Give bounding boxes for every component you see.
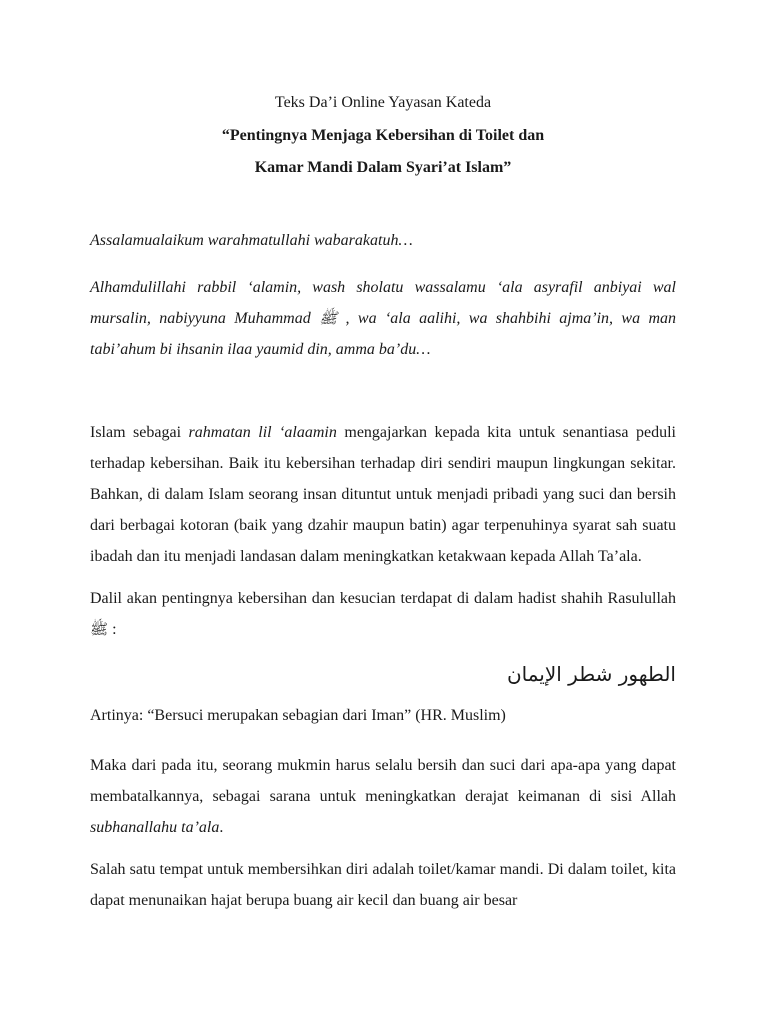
salah-paragraph: Salah satu tempat untuk membersihkan diri adalah toilet/kamar mandi. Di dalam toilet, kita dapat menunaikan hajat berupa buang air kecil dan buang air besar bbox=[90, 861, 676, 909]
greeting-text: Assalamualaikum warahmatullahi wabarakatuh… bbox=[90, 232, 413, 249]
hadith-arabic-text: الطهور شطر الإيمان bbox=[506, 662, 676, 686]
saw-honorific-glyph: ﷺ bbox=[319, 309, 338, 327]
document-page bbox=[90, 0, 676, 916]
opening-paragraph bbox=[90, 272, 676, 365]
opening-text-part2: , wa ‘ala aalihi, wa shahbihi ajma’in, wa man tabi’ahum bi ihsanin ilaa yaumid din, amma ba’du… bbox=[90, 310, 676, 358]
islam-text-before: Islam sebagai bbox=[90, 424, 189, 441]
maka-paragraph bbox=[90, 750, 676, 843]
dalil-text-after: : bbox=[108, 621, 117, 638]
greeting-paragraph bbox=[90, 225, 676, 256]
dalil-paragraph bbox=[90, 583, 676, 645]
islam-text-after: mengajarkan kepada kita untuk senantiasa peduli terhadap kebersihan. Baik itu kebersihan terhadap diri sendiri maupun lingkungan sekitar. Bahkan, di dalam Islam seorang insan dituntut untuk menjadi pribadi yang suci dan bersih dari berbagai kotoran (baik yang dzahir maupun batin) agar terpenuhinya syarat sah suatu ibadah dan itu menjadi landasan dalam meningkatkan ketakwaan kepada Allah Ta’ala. bbox=[90, 424, 676, 565]
document-heading-line-2: Kamar Mandi Dalam Syari’at Islam” bbox=[254, 159, 512, 176]
islam-paragraph bbox=[90, 417, 676, 572]
document-heading-line-1: “Pentingnya Menjaga Kebersihan di Toilet dan bbox=[221, 127, 545, 144]
maka-text-italic: subhanallahu ta’ala bbox=[90, 819, 220, 836]
dalil-text: Dalil akan pentingnya kebersihan dan kesucian terdapat di dalam hadist shahih Rasulullah bbox=[90, 590, 676, 607]
islam-text-italic: rahmatan lil ‘alaamin bbox=[188, 424, 337, 441]
maka-text-after: . bbox=[219, 819, 224, 836]
maka-text: Maka dari pada itu, seorang mukmin harus selalu bersih dan suci dari apa-apa yang dapat membatalkannya, sebagai sarana untuk meningkatkan derajat keimanan di sisi Allah bbox=[90, 757, 676, 805]
saw-honorific-glyph-2: ﷺ bbox=[90, 620, 109, 638]
translation-paragraph: Artinya: “Bersuci merupakan sebagian dari Iman” (HR. Muslim) bbox=[90, 707, 506, 724]
document-title: Teks Da’i Online Yayasan Kateda bbox=[274, 94, 492, 111]
opening-text-part1: Alhamdulillahi rabbil ‘alamin, wash sholatu wassalamu ‘ala asyrafil anbiyai wal mursalin, nabiyyuna Muhammad bbox=[90, 279, 676, 327]
